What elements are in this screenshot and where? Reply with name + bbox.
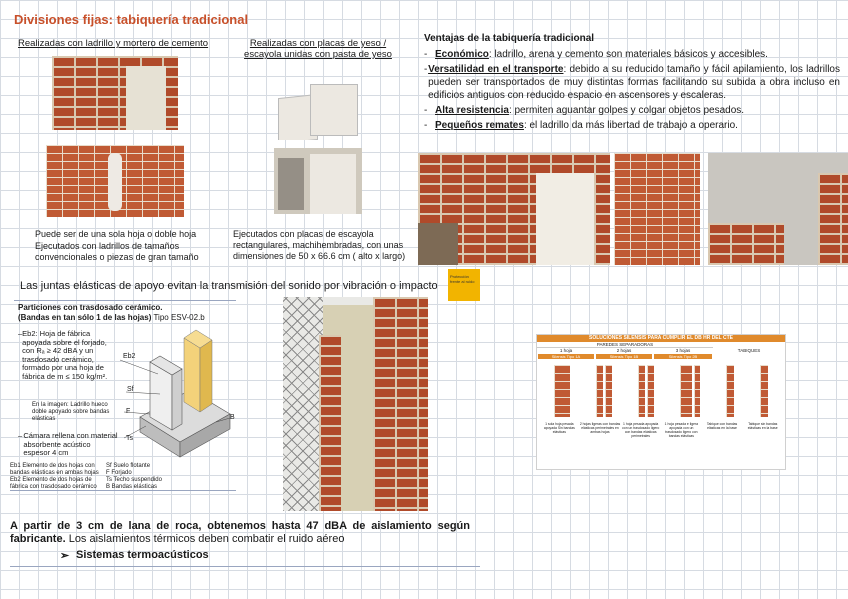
- table-illustrations: [537, 360, 785, 422]
- insulation-wall-photo: [283, 297, 428, 511]
- advantage-item: - Pequeños remates: el ladrillo da más libertad de trabajo a operario.: [424, 120, 738, 131]
- label-f: F: [126, 408, 131, 415]
- table-desc: 1 sola hoja pesada apoyada Sin bandas elásticas: [543, 422, 575, 434]
- table-col: 3 hojas: [675, 348, 691, 353]
- table-group: PAREDES SEPARADORAS: [537, 342, 713, 348]
- eb2-block: – Eb2: Hoja de fábrica apoyada sobre el forjado, con Rₐ ≥ 42 dBA y un trasdosado cerámico, formado por una hoja de fábrica de m ≤ 150 kg/m².: [18, 330, 118, 382]
- table-subcol: Silensis Tipo 1A: [538, 354, 594, 359]
- site-photo-2: [614, 153, 700, 265]
- table-col: 2 hojas: [616, 348, 632, 353]
- advantage-text: : debido a su reducido tamaño y fácil apilamiento, los ladrillos pueden ser transportados de muy distintas formas facilitando su subida a obra incluso en edificios antiguos con reducido espacio en ascensores y escaleras.: [428, 64, 840, 101]
- plaster-boards-photo: [268, 78, 360, 140]
- legend-item: Eb2 Elemento de dos hojas de fábrica con trasdosado cerámico: [10, 477, 97, 490]
- bottom-bold: A partir de 3 cm de lana de roca, obtenemos hasta 47 dBA de aislamiento según fabricante.: [10, 520, 470, 545]
- brick-wall-photo: [52, 56, 178, 130]
- col2-heading: Realizadas con placas de yeso / escayola unidas con pasta de yeso: [244, 38, 392, 60]
- bottom-bullet: ➢ Sistemas termoacústicos: [60, 549, 209, 562]
- bottom-tail: Los aislamientos térmicos deben combatir el ruido aéreo: [65, 533, 345, 545]
- legend-left: [10, 463, 104, 491]
- table-desc: 1 hoja pesada e ligera apoyada con un trasdosado ligero con bandas elásticas: [664, 422, 699, 438]
- plaster-wall-photo: [274, 148, 362, 214]
- table-desc: 1 hoja pesada apoyada con un trasdosado ligero con bandas elásticas perimetrales: [622, 422, 660, 438]
- table-desc: Tabique con bandas elásticas en la base: [706, 422, 738, 430]
- advantage-item: - Versatilidad en el transporte: debido a su reducido tamaño y fácil apilamiento, los ladrillos pueden ser transportados de muy distintas formas facilitando su subida a obra incluso en edificios antiguos con reducido espacio en ascensores y escaleras.: [424, 64, 840, 101]
- legend-item: Eb1 Elemento de dos hojas con bandas elásticas en ambas hojas: [10, 463, 99, 476]
- particiones-subtitle-bold: (Bandas en tan sólo 1 de las hojas): [18, 313, 152, 322]
- advantage-term: Económico: [435, 49, 489, 60]
- divider: [10, 566, 480, 567]
- joints-text: Las juntas elásticas de apoyo evitan la transmisión del sonido por vibración o impacto: [20, 280, 438, 292]
- particiones-title: Particiones con trasdosado cerámico.: [18, 303, 163, 312]
- advantages-title: Ventajas de la tabiquería tradicional: [424, 33, 595, 44]
- advantage-text: : ladrillo, arena y cemento son materiales básicos y accesibles.: [488, 49, 768, 60]
- bottom-text: [10, 520, 470, 546]
- legend-item: Ts Techo suspendido: [106, 477, 162, 483]
- table-title: SOLUCIONES SILENSIS PARA CUMPLIR EL DB HR DEL CTE: [537, 335, 785, 342]
- table-desc: Tabique sin bandas elásticas en la base: [747, 422, 778, 430]
- bottom-bullet-text: Sistemas termoacústicos: [76, 549, 209, 561]
- page-title: Divisiones fijas: tabiquería tradicional: [14, 12, 249, 27]
- eb2-text: Eb2: Hoja de fábrica apoyada sobre el forjado, con Rₐ ≥ 42 dBA y un trasdosado cerámico, formado por una hoja de fábrica de m ≤ 150 kg/m².: [22, 329, 108, 381]
- advantages-list: [424, 48, 840, 132]
- particiones-subtitle-tail: Tipo ESV-02.b: [151, 313, 205, 322]
- site-photo-3: [708, 153, 848, 265]
- divider: [14, 300, 236, 301]
- legend-item: B Bandas elásticas: [106, 484, 158, 490]
- advantage-item: - Alta resistencia: permiten aguantar golpes y colgar objetos pesados.: [424, 105, 745, 116]
- table-col: 1 hoja: [559, 348, 573, 353]
- advantage-term: Alta resistencia: [435, 105, 509, 116]
- advantage-text: : permiten aguantar golpes y colgar objetos pesados.: [508, 105, 745, 116]
- label-eb2: Eb2: [123, 353, 136, 360]
- particiones-subtitle: [18, 313, 205, 322]
- col1-note-1: Puede ser de una sola hoja o doble hoja: [35, 229, 197, 239]
- advantage-item: - Económico: ladrillo, arena y cemento son materiales básicos y accesibles.: [424, 49, 768, 60]
- solutions-table: [536, 334, 786, 470]
- legend-item: F Forjado: [106, 470, 132, 476]
- camara-text: Cámara rellena con material absorbente acústico espesor 4 cm: [23, 431, 118, 458]
- table-desc: 2 hojas ligeras con bandas elásticas perimetrales en ambas hojas: [579, 422, 621, 434]
- label-b: B: [230, 414, 235, 421]
- image-note: En la imagen: Ladrillo hueco doble apoyado sobre bandas elásticas: [32, 402, 110, 422]
- camara-block: – Cámara rellena con material absorbente acústico espesor 4 cm: [18, 431, 118, 458]
- table-col: TABIQUES: [737, 348, 761, 353]
- stamp-text: Protección frente al ruido: [450, 274, 475, 284]
- stamp-badge: [448, 269, 480, 301]
- advantage-term: Versatilidad en el transporte: [428, 64, 564, 75]
- legend-item: Sf Suelo flotante: [106, 463, 151, 469]
- col2-note: Ejecutados con placas de escayola rectangulares, machihembradas, con unas dimensiones de 50 x 66.6 cm ( alto x largo): [233, 229, 406, 261]
- table-subcol: Silensis Tipo 1B: [596, 354, 652, 359]
- partition-diagram: [120, 322, 238, 462]
- table-subcol: Silensis Tipo 2B: [654, 354, 712, 359]
- advantage-text: : el ladrillo da más libertad de trabajo a operario.: [523, 120, 738, 131]
- label-ts: Ts: [126, 435, 133, 442]
- mason-photo: [46, 145, 184, 217]
- legend-right: [106, 463, 186, 491]
- divider: [10, 490, 236, 491]
- col1-note-2: Ejecutados con ladrillos de tamaños convencionales o piezas de gran tamaño: [35, 241, 199, 262]
- advantage-term: Pequeños remates: [435, 120, 524, 131]
- site-photo-1: [418, 153, 610, 265]
- col1-heading: Realizadas con ladrillo y mortero de cemento: [18, 38, 209, 49]
- label-sf: Sf: [127, 386, 134, 393]
